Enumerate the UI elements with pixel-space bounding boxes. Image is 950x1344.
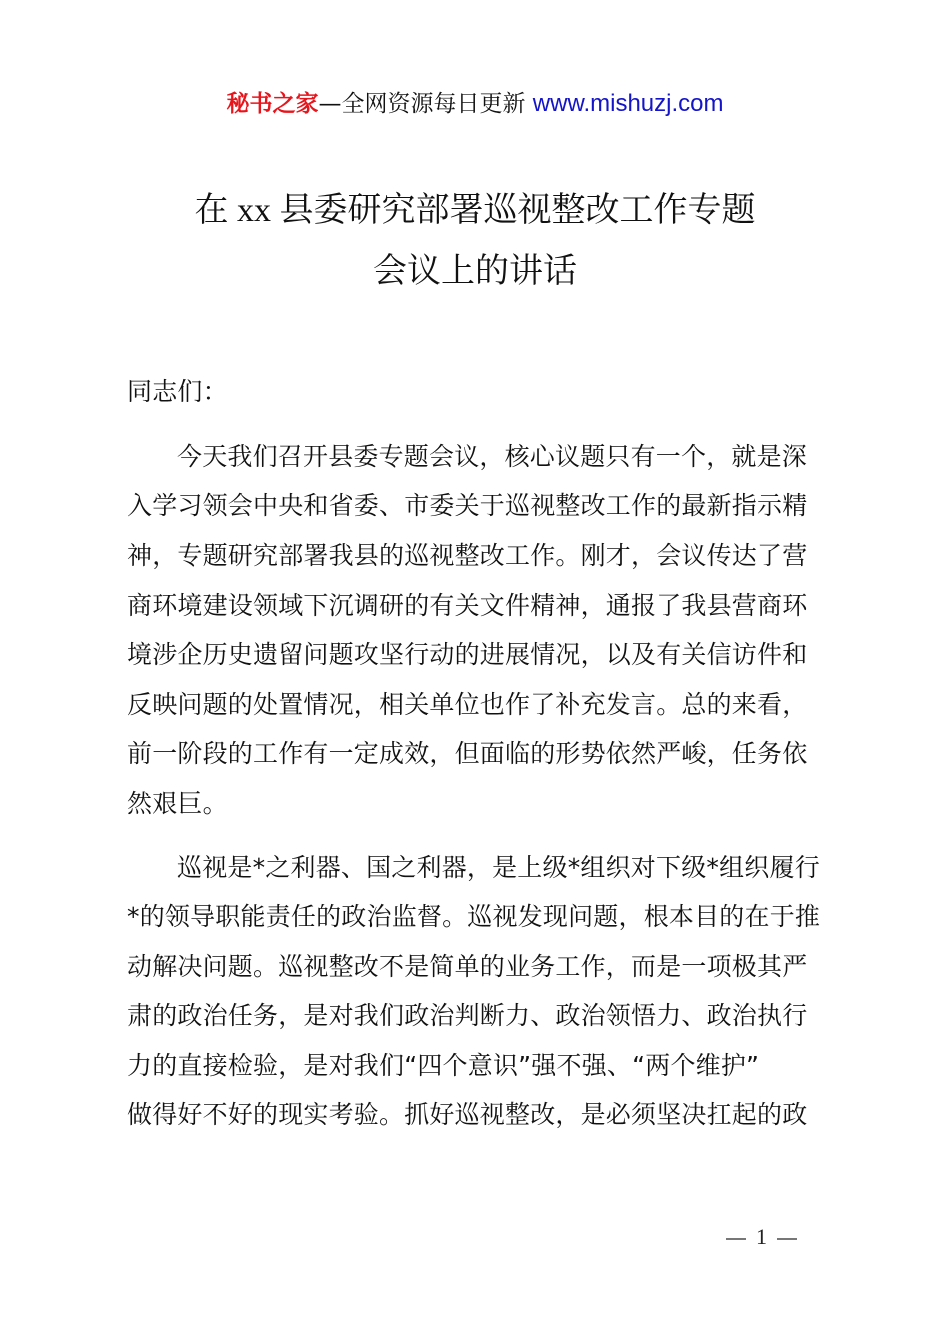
paragraph-line: *的领导职能责任的政治监督。巡视发现问题，根本目的在于推 [127, 902, 821, 931]
paragraph-line: 然艰巨。 [127, 789, 228, 818]
banner-slogan: —全网资源每日更新 [318, 91, 526, 117]
paragraph-line: 神，专题研究部署我县的巡视整改工作。刚才，会议传达了营 [127, 541, 808, 570]
paragraph-line: 动解决问题。巡视整改不是简单的业务工作，而是一项极其严 [127, 952, 808, 981]
dash-left [726, 1238, 746, 1240]
paragraph-line: 反映问题的处置情况，相关单位也作了补充发言。总的来看， [127, 690, 808, 719]
paragraph-line: 做得好不好的现实考验。抓好巡视整改，是必须坚决扛起的政 [127, 1100, 808, 1129]
site-banner [0, 86, 950, 122]
paragraph-line: 商环境建设领域下沉调研的有关文件精神，通报了我县营商环 [127, 591, 808, 620]
title-line-1: 在 xx 县委研究部署巡视整改工作专题 [194, 190, 756, 230]
site-url[interactable]: www.mishuzj.com [532, 90, 724, 117]
page-number: 1 [756, 1224, 767, 1249]
title-line-2: 会议上的讲话 [373, 251, 577, 291]
paragraph-line: 前一阶段的工作有一定成效，但面临的形势依然严峻，任务依 [127, 739, 808, 768]
paragraph-line: 肃的政治任务，是对我们政治判断力、政治领悟力、政治执行 [127, 1001, 808, 1030]
dash-right [777, 1238, 797, 1240]
paragraph-line: 力的直接检验，是对我们“四个意识”强不强、“两个维护” [127, 1051, 760, 1080]
document-title [0, 180, 950, 301]
page-footer [716, 1224, 806, 1250]
salutation: 同志们： [127, 377, 228, 406]
paragraph-line: 今天我们召开县委专题会议，核心议题只有一个，就是深 [177, 442, 808, 471]
brand-name: 秘书之家 [226, 91, 319, 117]
paragraph-line: 境涉企历史遗留问题攻坚行动的进展情况，以及有关信访件和 [127, 640, 808, 669]
paragraph-line: 入学习领会中央和省委、市委关于巡视整改工作的最新指示精 [127, 491, 808, 520]
paragraph-line: 巡视是*之利器、国之利器，是上级*组织对下级*组织履行 [177, 853, 820, 882]
